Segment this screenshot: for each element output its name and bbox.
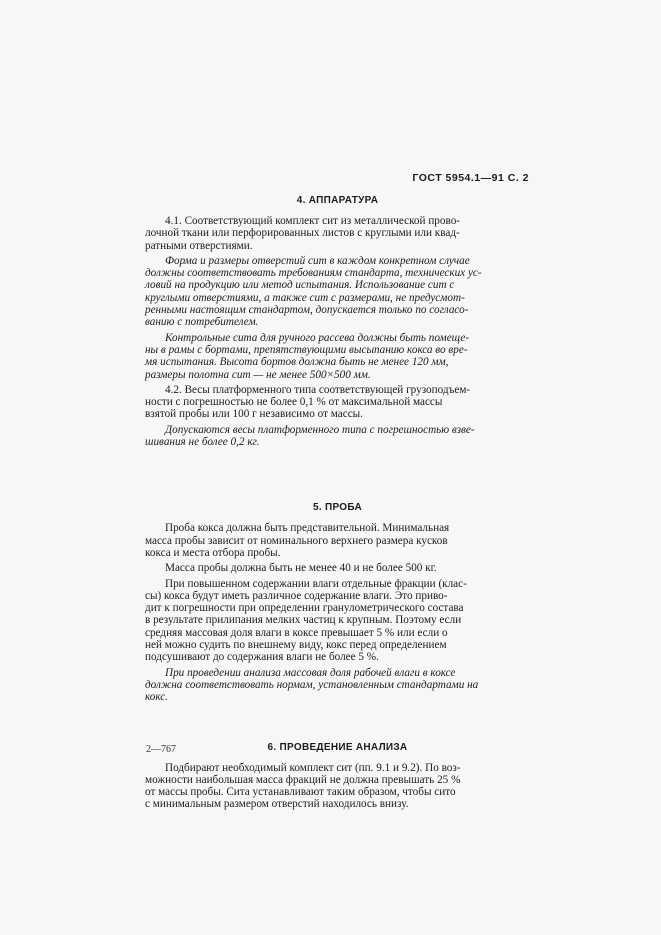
document-body (145, 195, 530, 811)
paragraph: При повышенном содержании влаги отдельные фракции (клас- сы) кокса будут иметь различное содержание влаги. Это приво- дит к погрешности при определении гранулометрического состава в результате прилипания мелких частиц к крупным. Поэтому если средняя массовая доля влаги в коксе превышает 5 % или если о ней можно судить по внешнему виду, кокс перед определением подсушивают до содержания влаги не более 5 %. (145, 577, 467, 664)
paragraph: 4.2. Весы платформенного типа соответствующей грузоподъем- ности с погрешностью не более 0,1 % от максимальной массы взятой пробы или 100 г независимо от массы. (145, 383, 471, 421)
paragraph: 4.1. Соответствующий комплект сит из металлической прово- лочной ткани или перфорированных листов с круглыми или квад- ратными отверстиями. (145, 215, 461, 252)
document-reference: ГОСТ 5954.1—91 С. 2 (412, 172, 529, 184)
section-sample (145, 502, 530, 703)
section-title: 4. АППАРАТУРА (296, 195, 379, 206)
paragraph: Масса пробы должна быть не менее 40 и не более 500 кг. (165, 562, 437, 575)
paragraph: Контрольные сита для ручного рассева должны быть помеще- ны в рамы с бортами, препятствующими высыпанию кокса во вре- мя испытания. Высота бортов должна быть не менее 120 мм, размеры полотна сит — не менее 500×500 мм. (145, 331, 470, 381)
paragraph: Форма и размеры отверстий сит в каждом конкретном случае должны соответствовать требованиям стандарта, технических ус- ловий на продукцию или метод испытания. Использование сит с круглыми отверстиями, а также сит с размерами, не предусмот- ренными настоящим стандартом, допускается только по согласо- ванию с потребителем. (145, 254, 482, 329)
section-title: 5. ПРОБА (312, 502, 363, 514)
paragraph: Подбирают необходимый комплект сит (пп. 9.1 и 9.2). По воз- можности наибольшая масса фракций не должна превышать 25 % от массы пробы. Сита устанавливают таким образом, чтобы сито с минимальным размером отверстий находилось внизу. (145, 761, 461, 811)
section-analysis (145, 742, 530, 811)
section-apparatus (145, 195, 530, 448)
paragraph: При проведении анализа массовая доля рабочей влаги в коксе должна соответствовать нормам, установленным стандартами на кокс. (145, 666, 479, 704)
paragraph: Проба кокса должна быть представительной. Минимальная масса пробы зависит от номинального верхнего размера кусков кокса и места отбора пробы. (145, 522, 450, 559)
page-footer-mark: 2—767 (146, 744, 176, 755)
section-title: 6. ПРОВЕДЕНИЕ АНАЛИЗА (267, 741, 408, 753)
paragraph: Допускаются весы платформенного типа с погрешностью взве- шивания не более 0,2 кг. (145, 423, 475, 449)
